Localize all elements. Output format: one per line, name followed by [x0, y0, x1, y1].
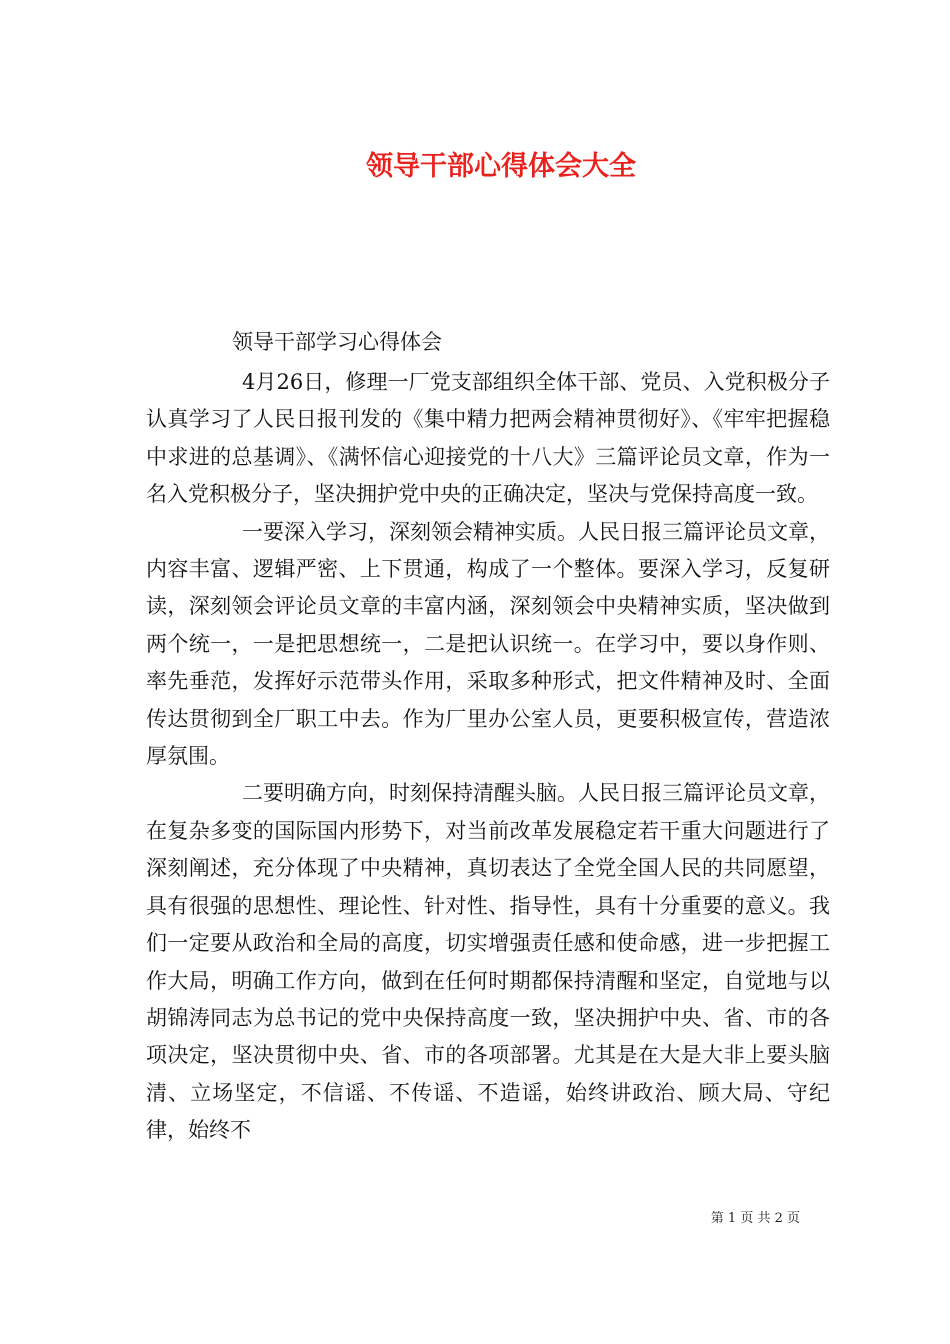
page-footer: 第 1 页 共 2 页 — [710, 1211, 800, 1226]
paragraph-3: 二要明确方向，时刻保持清醒头脑。人民日报三篇评论员文章，在复杂多变的国际国内形势下，对当前改革发展稳定若干重大问题进行了深刻阐述，充分体现了中央精神，真切表达了全党全国人民的共同愿望，具有很强的思想性、理论性、针对性、指导性，具有十分重要的意义。我们一定要从政治和全局的高度，切实增强责任感和使命感，进一步把握工作大局，明确工作方向，做到在任何时期都保持清醒和坚定，自觉地与以胡锦涛同志为总书记的党中央保持高度一致，坚决拥护中央、省、市的各项决定，坚决贯彻中央、省、市的各项部署。尤其是在大是大非上要头脑清、立场坚定，不信谣、不传谣、不造谣，始终讲政治、顾大局、守纪律，始终不 — [146, 781, 830, 1143]
paragraph-2: 一要深入学习，深刻领会精神实质。人民日报三篇评论员文章，内容丰富、逻辑严密、上下贯通，构成了一个整体。要深入学习，反复研读，深刻领会评论员文章的丰富内涵，深刻领会中央精神实质，坚决做到两个统一，一是把思想统一，二是把认识统一。在学习中，要以身作则、率先垂范，发挥好示范带头作用，采取多种形式，把文件精神及时、全面传达贯彻到全厂职工中去。作为厂里办公室人员，更要积极宣传，营造浓厚氛围。 — [146, 519, 830, 769]
document-title: 领导干部心得体会大全 — [366, 151, 636, 183]
article-body — [146, 324, 830, 1150]
article-subtitle: 领导干部学习心得体会 — [232, 330, 442, 354]
paragraph-1: 4月26日，修理一厂党支部组织全体干部、党员、入党积极分子认真学习了人民日报刊发的《集中精力把两会精神贯彻好》、《牢牢把握稳中求进的总基调》、《满怀信心迎接党的十八大》三篇评论员文章，作为一名入党积极分子，坚决拥护党中央的正确决定，坚决与党保持高度一致。 — [146, 370, 830, 507]
